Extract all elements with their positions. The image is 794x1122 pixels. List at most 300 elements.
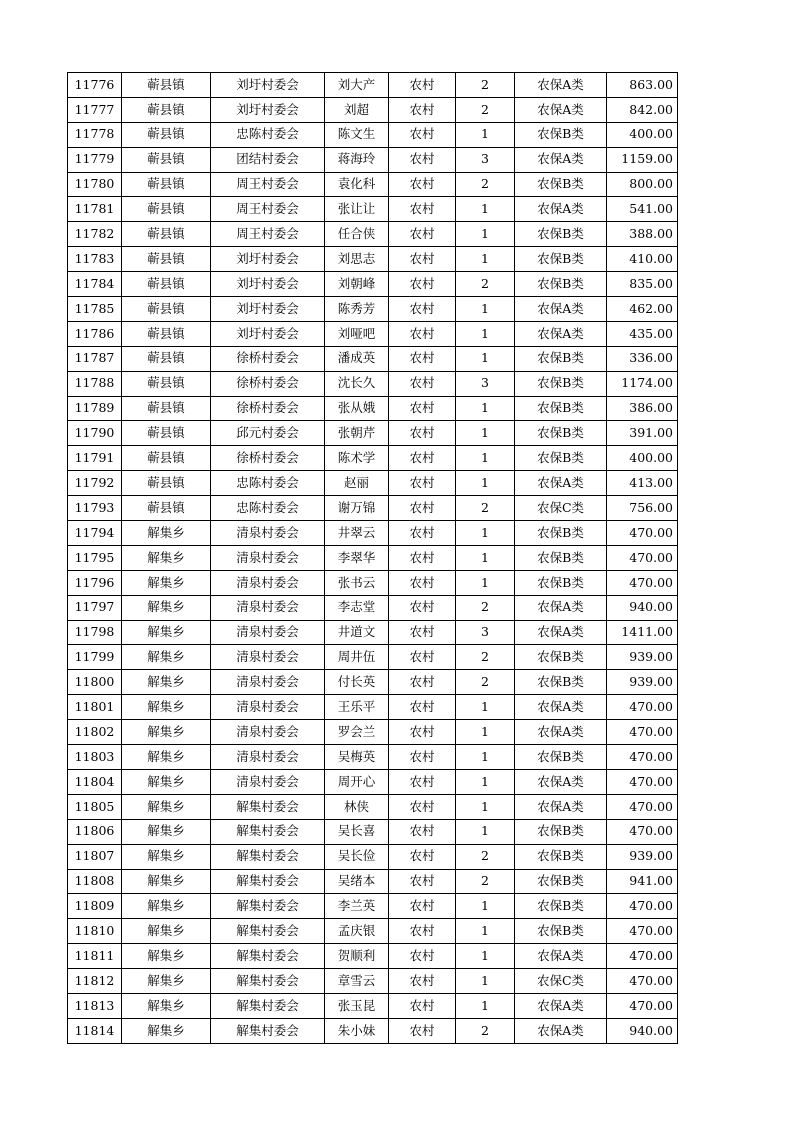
township-cell: 蕲县镇: [122, 247, 211, 272]
insurance-category-cell: 农保B类: [515, 122, 607, 147]
person-name-cell: 井翠云: [325, 521, 389, 546]
record-id-cell: 11811: [68, 944, 122, 969]
record-id-cell: 11785: [68, 297, 122, 322]
record-id-cell: 11794: [68, 521, 122, 546]
member-count-cell: 1: [456, 570, 515, 595]
amount-cell: 939.00: [607, 645, 678, 670]
insurance-category-cell: 农保A类: [515, 695, 607, 720]
member-count-cell: 2: [456, 1018, 515, 1043]
insurance-category-cell: 农保A类: [515, 97, 607, 122]
village-committee-cell: 解集村委会: [211, 869, 325, 894]
township-cell: 解集乡: [122, 919, 211, 944]
insurance-category-cell: 农保B类: [515, 371, 607, 396]
table-row: [68, 745, 678, 770]
household-type-cell: 农村: [389, 545, 456, 570]
village-committee-cell: 清泉村委会: [211, 521, 325, 546]
village-committee-cell: 解集村委会: [211, 944, 325, 969]
person-name-cell: 王乐平: [325, 695, 389, 720]
amount-cell: 386.00: [607, 396, 678, 421]
village-committee-cell: 徐桥村委会: [211, 446, 325, 471]
table-row: [68, 222, 678, 247]
record-id-cell: 11793: [68, 496, 122, 521]
village-committee-cell: 解集村委会: [211, 819, 325, 844]
household-type-cell: 农村: [389, 745, 456, 770]
person-name-cell: 李志堂: [325, 595, 389, 620]
household-type-cell: 农村: [389, 570, 456, 595]
member-count-cell: 1: [456, 545, 515, 570]
record-id-cell: 11784: [68, 272, 122, 297]
village-committee-cell: 清泉村委会: [211, 695, 325, 720]
person-name-cell: 刘思志: [325, 247, 389, 272]
member-count-cell: 1: [456, 346, 515, 371]
amount-cell: 1411.00: [607, 620, 678, 645]
table-row: [68, 969, 678, 994]
amount-cell: 400.00: [607, 122, 678, 147]
person-name-cell: 周开心: [325, 769, 389, 794]
household-type-cell: 农村: [389, 894, 456, 919]
record-id-cell: 11798: [68, 620, 122, 645]
township-cell: 解集乡: [122, 521, 211, 546]
record-id-cell: 11795: [68, 545, 122, 570]
insurance-category-cell: 农保A类: [515, 147, 607, 172]
township-cell: 解集乡: [122, 570, 211, 595]
person-name-cell: 朱小妹: [325, 1018, 389, 1043]
household-type-cell: 农村: [389, 620, 456, 645]
village-committee-cell: 解集村委会: [211, 794, 325, 819]
amount-cell: 400.00: [607, 446, 678, 471]
person-name-cell: 吴梅英: [325, 745, 389, 770]
household-type-cell: 农村: [389, 595, 456, 620]
record-id-cell: 11787: [68, 346, 122, 371]
table-row: [68, 97, 678, 122]
table-row: [68, 869, 678, 894]
township-cell: 解集乡: [122, 670, 211, 695]
village-committee-cell: 解集村委会: [211, 844, 325, 869]
table-row: [68, 122, 678, 147]
amount-cell: 941.00: [607, 869, 678, 894]
table-row: [68, 1018, 678, 1043]
village-committee-cell: 忠陈村委会: [211, 471, 325, 496]
township-cell: 蕲县镇: [122, 496, 211, 521]
household-type-cell: 农村: [389, 993, 456, 1018]
village-committee-cell: 解集村委会: [211, 919, 325, 944]
member-count-cell: 1: [456, 794, 515, 819]
household-type-cell: 农村: [389, 769, 456, 794]
insurance-category-cell: 农保B类: [515, 346, 607, 371]
insurance-category-cell: 农保A类: [515, 1018, 607, 1043]
insurance-category-cell: 农保B类: [515, 545, 607, 570]
person-name-cell: 贺顺利: [325, 944, 389, 969]
person-name-cell: 吴绪本: [325, 869, 389, 894]
record-id-cell: 11778: [68, 122, 122, 147]
member-count-cell: 1: [456, 297, 515, 322]
person-name-cell: 陈术学: [325, 446, 389, 471]
table-row: [68, 545, 678, 570]
records-table: [67, 72, 678, 1044]
record-id-cell: 11808: [68, 869, 122, 894]
village-committee-cell: 周王村委会: [211, 172, 325, 197]
household-type-cell: 农村: [389, 869, 456, 894]
village-committee-cell: 团结村委会: [211, 147, 325, 172]
record-id-cell: 11781: [68, 197, 122, 222]
township-cell: 蕲县镇: [122, 172, 211, 197]
record-id-cell: 11810: [68, 919, 122, 944]
household-type-cell: 农村: [389, 794, 456, 819]
township-cell: 蕲县镇: [122, 197, 211, 222]
person-name-cell: 刘哑吧: [325, 321, 389, 346]
record-id-cell: 11803: [68, 745, 122, 770]
amount-cell: 863.00: [607, 73, 678, 98]
township-cell: 解集乡: [122, 944, 211, 969]
township-cell: 蕲县镇: [122, 297, 211, 322]
insurance-category-cell: 农保C类: [515, 496, 607, 521]
insurance-category-cell: 农保A类: [515, 769, 607, 794]
member-count-cell: 1: [456, 247, 515, 272]
member-count-cell: 3: [456, 620, 515, 645]
household-type-cell: 农村: [389, 321, 456, 346]
village-committee-cell: 徐桥村委会: [211, 396, 325, 421]
insurance-category-cell: 农保A类: [515, 321, 607, 346]
person-name-cell: 罗会兰: [325, 720, 389, 745]
amount-cell: 388.00: [607, 222, 678, 247]
amount-cell: 336.00: [607, 346, 678, 371]
record-id-cell: 11813: [68, 993, 122, 1018]
table-row: [68, 944, 678, 969]
insurance-category-cell: 农保B类: [515, 919, 607, 944]
person-name-cell: 张朝芹: [325, 421, 389, 446]
household-type-cell: 农村: [389, 122, 456, 147]
table-row: [68, 720, 678, 745]
amount-cell: 410.00: [607, 247, 678, 272]
township-cell: 解集乡: [122, 1018, 211, 1043]
table-row: [68, 147, 678, 172]
household-type-cell: 农村: [389, 272, 456, 297]
record-id-cell: 11805: [68, 794, 122, 819]
table-row: [68, 919, 678, 944]
person-name-cell: 沈长久: [325, 371, 389, 396]
insurance-category-cell: 农保B类: [515, 272, 607, 297]
township-cell: 解集乡: [122, 844, 211, 869]
village-committee-cell: 邱元村委会: [211, 421, 325, 446]
village-committee-cell: 清泉村委会: [211, 545, 325, 570]
record-id-cell: 11783: [68, 247, 122, 272]
person-name-cell: 陈文生: [325, 122, 389, 147]
member-count-cell: 1: [456, 396, 515, 421]
person-name-cell: 章雪云: [325, 969, 389, 994]
table-row: [68, 272, 678, 297]
member-count-cell: 1: [456, 819, 515, 844]
household-type-cell: 农村: [389, 396, 456, 421]
table-row: [68, 197, 678, 222]
insurance-category-cell: 农保B类: [515, 645, 607, 670]
table-row: [68, 670, 678, 695]
township-cell: 解集乡: [122, 695, 211, 720]
household-type-cell: 农村: [389, 844, 456, 869]
amount-cell: 470.00: [607, 720, 678, 745]
person-name-cell: 林侠: [325, 794, 389, 819]
amount-cell: 470.00: [607, 894, 678, 919]
record-id-cell: 11799: [68, 645, 122, 670]
insurance-category-cell: 农保A类: [515, 73, 607, 98]
village-committee-cell: 周王村委会: [211, 197, 325, 222]
member-count-cell: 2: [456, 595, 515, 620]
insurance-category-cell: 农保B类: [515, 172, 607, 197]
record-id-cell: 11780: [68, 172, 122, 197]
record-id-cell: 11802: [68, 720, 122, 745]
household-type-cell: 农村: [389, 670, 456, 695]
table-row: [68, 695, 678, 720]
table-row: [68, 172, 678, 197]
township-cell: 蕲县镇: [122, 371, 211, 396]
person-name-cell: 蒋海玲: [325, 147, 389, 172]
village-committee-cell: 清泉村委会: [211, 720, 325, 745]
amount-cell: 470.00: [607, 745, 678, 770]
table-row: [68, 496, 678, 521]
household-type-cell: 农村: [389, 197, 456, 222]
township-cell: 解集乡: [122, 720, 211, 745]
record-id-cell: 11791: [68, 446, 122, 471]
person-name-cell: 付长英: [325, 670, 389, 695]
member-count-cell: 1: [456, 122, 515, 147]
record-id-cell: 11804: [68, 769, 122, 794]
person-name-cell: 周井伍: [325, 645, 389, 670]
household-type-cell: 农村: [389, 695, 456, 720]
record-id-cell: 11782: [68, 222, 122, 247]
household-type-cell: 农村: [389, 172, 456, 197]
household-type-cell: 农村: [389, 471, 456, 496]
household-type-cell: 农村: [389, 73, 456, 98]
amount-cell: 470.00: [607, 794, 678, 819]
record-id-cell: 11809: [68, 894, 122, 919]
village-committee-cell: 清泉村委会: [211, 645, 325, 670]
insurance-category-cell: 农保B类: [515, 396, 607, 421]
person-name-cell: 赵丽: [325, 471, 389, 496]
amount-cell: 835.00: [607, 272, 678, 297]
record-id-cell: 11801: [68, 695, 122, 720]
township-cell: 解集乡: [122, 993, 211, 1018]
village-committee-cell: 清泉村委会: [211, 595, 325, 620]
amount-cell: 939.00: [607, 670, 678, 695]
insurance-category-cell: 农保A类: [515, 297, 607, 322]
record-id-cell: 11797: [68, 595, 122, 620]
member-count-cell: 2: [456, 869, 515, 894]
village-committee-cell: 清泉村委会: [211, 620, 325, 645]
person-name-cell: 张从娥: [325, 396, 389, 421]
table-row: [68, 321, 678, 346]
record-id-cell: 11776: [68, 73, 122, 98]
household-type-cell: 农村: [389, 346, 456, 371]
table-row: [68, 844, 678, 869]
village-committee-cell: 清泉村委会: [211, 745, 325, 770]
person-name-cell: 袁化科: [325, 172, 389, 197]
household-type-cell: 农村: [389, 297, 456, 322]
amount-cell: 470.00: [607, 695, 678, 720]
village-committee-cell: 清泉村委会: [211, 769, 325, 794]
record-id-cell: 11779: [68, 147, 122, 172]
insurance-category-cell: 农保B类: [515, 570, 607, 595]
member-count-cell: 3: [456, 371, 515, 396]
township-cell: 蕲县镇: [122, 346, 211, 371]
person-name-cell: 任合侠: [325, 222, 389, 247]
insurance-category-cell: 农保B类: [515, 869, 607, 894]
amount-cell: 470.00: [607, 570, 678, 595]
member-count-cell: 2: [456, 496, 515, 521]
table-row: [68, 993, 678, 1018]
member-count-cell: 2: [456, 272, 515, 297]
member-count-cell: 1: [456, 197, 515, 222]
township-cell: 解集乡: [122, 545, 211, 570]
amount-cell: 939.00: [607, 844, 678, 869]
record-id-cell: 11806: [68, 819, 122, 844]
person-name-cell: 谢万锦: [325, 496, 389, 521]
township-cell: 解集乡: [122, 969, 211, 994]
insurance-category-cell: 农保B类: [515, 844, 607, 869]
insurance-category-cell: 农保A类: [515, 794, 607, 819]
insurance-category-cell: 农保B类: [515, 222, 607, 247]
insurance-category-cell: 农保B类: [515, 247, 607, 272]
member-count-cell: 1: [456, 944, 515, 969]
township-cell: 解集乡: [122, 819, 211, 844]
member-count-cell: 2: [456, 97, 515, 122]
household-type-cell: 农村: [389, 496, 456, 521]
amount-cell: 1174.00: [607, 371, 678, 396]
member-count-cell: 3: [456, 147, 515, 172]
township-cell: 蕲县镇: [122, 73, 211, 98]
village-committee-cell: 解集村委会: [211, 969, 325, 994]
amount-cell: 940.00: [607, 1018, 678, 1043]
amount-cell: 413.00: [607, 471, 678, 496]
amount-cell: 470.00: [607, 919, 678, 944]
village-committee-cell: 刘圩村委会: [211, 97, 325, 122]
amount-cell: 391.00: [607, 421, 678, 446]
insurance-category-cell: 农保A类: [515, 471, 607, 496]
member-count-cell: 1: [456, 969, 515, 994]
village-committee-cell: 清泉村委会: [211, 670, 325, 695]
table-row: [68, 396, 678, 421]
table-row: [68, 446, 678, 471]
record-id-cell: 11792: [68, 471, 122, 496]
village-committee-cell: 徐桥村委会: [211, 371, 325, 396]
township-cell: 蕲县镇: [122, 147, 211, 172]
member-count-cell: 1: [456, 919, 515, 944]
member-count-cell: 1: [456, 446, 515, 471]
amount-cell: 470.00: [607, 769, 678, 794]
insurance-category-cell: 农保B类: [515, 745, 607, 770]
village-committee-cell: 解集村委会: [211, 1018, 325, 1043]
record-id-cell: 11777: [68, 97, 122, 122]
amount-cell: 842.00: [607, 97, 678, 122]
record-id-cell: 11812: [68, 969, 122, 994]
table-row: [68, 570, 678, 595]
table-row: [68, 346, 678, 371]
township-cell: 蕲县镇: [122, 396, 211, 421]
household-type-cell: 农村: [389, 720, 456, 745]
township-cell: 蕲县镇: [122, 97, 211, 122]
record-id-cell: 11800: [68, 670, 122, 695]
record-id-cell: 11786: [68, 321, 122, 346]
member-count-cell: 1: [456, 222, 515, 247]
household-type-cell: 农村: [389, 944, 456, 969]
insurance-category-cell: 农保B类: [515, 819, 607, 844]
insurance-category-cell: 农保B类: [515, 446, 607, 471]
person-name-cell: 张让让: [325, 197, 389, 222]
amount-cell: 470.00: [607, 545, 678, 570]
member-count-cell: 2: [456, 73, 515, 98]
village-committee-cell: 清泉村委会: [211, 570, 325, 595]
household-type-cell: 农村: [389, 97, 456, 122]
village-committee-cell: 刘圩村委会: [211, 73, 325, 98]
insurance-category-cell: 农保A类: [515, 620, 607, 645]
member-count-cell: 1: [456, 321, 515, 346]
amount-cell: 470.00: [607, 969, 678, 994]
household-type-cell: 农村: [389, 645, 456, 670]
amount-cell: 756.00: [607, 496, 678, 521]
table-row: [68, 73, 678, 98]
township-cell: 蕲县镇: [122, 471, 211, 496]
amount-cell: 1159.00: [607, 147, 678, 172]
person-name-cell: 吴长喜: [325, 819, 389, 844]
person-name-cell: 李翠华: [325, 545, 389, 570]
table-row: [68, 620, 678, 645]
village-committee-cell: 解集村委会: [211, 894, 325, 919]
table-row: [68, 521, 678, 546]
household-type-cell: 农村: [389, 969, 456, 994]
member-count-cell: 2: [456, 670, 515, 695]
amount-cell: 541.00: [607, 197, 678, 222]
insurance-category-cell: 农保A类: [515, 944, 607, 969]
township-cell: 解集乡: [122, 769, 211, 794]
record-id-cell: 11814: [68, 1018, 122, 1043]
village-committee-cell: 周王村委会: [211, 222, 325, 247]
township-cell: 解集乡: [122, 595, 211, 620]
table-row: [68, 894, 678, 919]
member-count-cell: 1: [456, 993, 515, 1018]
amount-cell: 470.00: [607, 993, 678, 1018]
record-id-cell: 11796: [68, 570, 122, 595]
insurance-category-cell: 农保B类: [515, 521, 607, 546]
household-type-cell: 农村: [389, 371, 456, 396]
household-type-cell: 农村: [389, 819, 456, 844]
member-count-cell: 1: [456, 521, 515, 546]
table-row: [68, 371, 678, 396]
township-cell: 蕲县镇: [122, 272, 211, 297]
record-id-cell: 11788: [68, 371, 122, 396]
amount-cell: 800.00: [607, 172, 678, 197]
village-committee-cell: 解集村委会: [211, 993, 325, 1018]
amount-cell: 470.00: [607, 819, 678, 844]
township-cell: 解集乡: [122, 620, 211, 645]
person-name-cell: 吴长俭: [325, 844, 389, 869]
person-name-cell: 潘成英: [325, 346, 389, 371]
member-count-cell: 1: [456, 720, 515, 745]
amount-cell: 435.00: [607, 321, 678, 346]
record-id-cell: 11790: [68, 421, 122, 446]
township-cell: 解集乡: [122, 794, 211, 819]
record-id-cell: 11807: [68, 844, 122, 869]
township-cell: 解集乡: [122, 745, 211, 770]
township-cell: 解集乡: [122, 894, 211, 919]
township-cell: 解集乡: [122, 645, 211, 670]
amount-cell: 470.00: [607, 944, 678, 969]
member-count-cell: 1: [456, 695, 515, 720]
member-count-cell: 2: [456, 844, 515, 869]
insurance-category-cell: 农保C类: [515, 969, 607, 994]
amount-cell: 462.00: [607, 297, 678, 322]
member-count-cell: 2: [456, 645, 515, 670]
village-committee-cell: 刘圩村委会: [211, 247, 325, 272]
person-name-cell: 陈秀芳: [325, 297, 389, 322]
household-type-cell: 农村: [389, 446, 456, 471]
